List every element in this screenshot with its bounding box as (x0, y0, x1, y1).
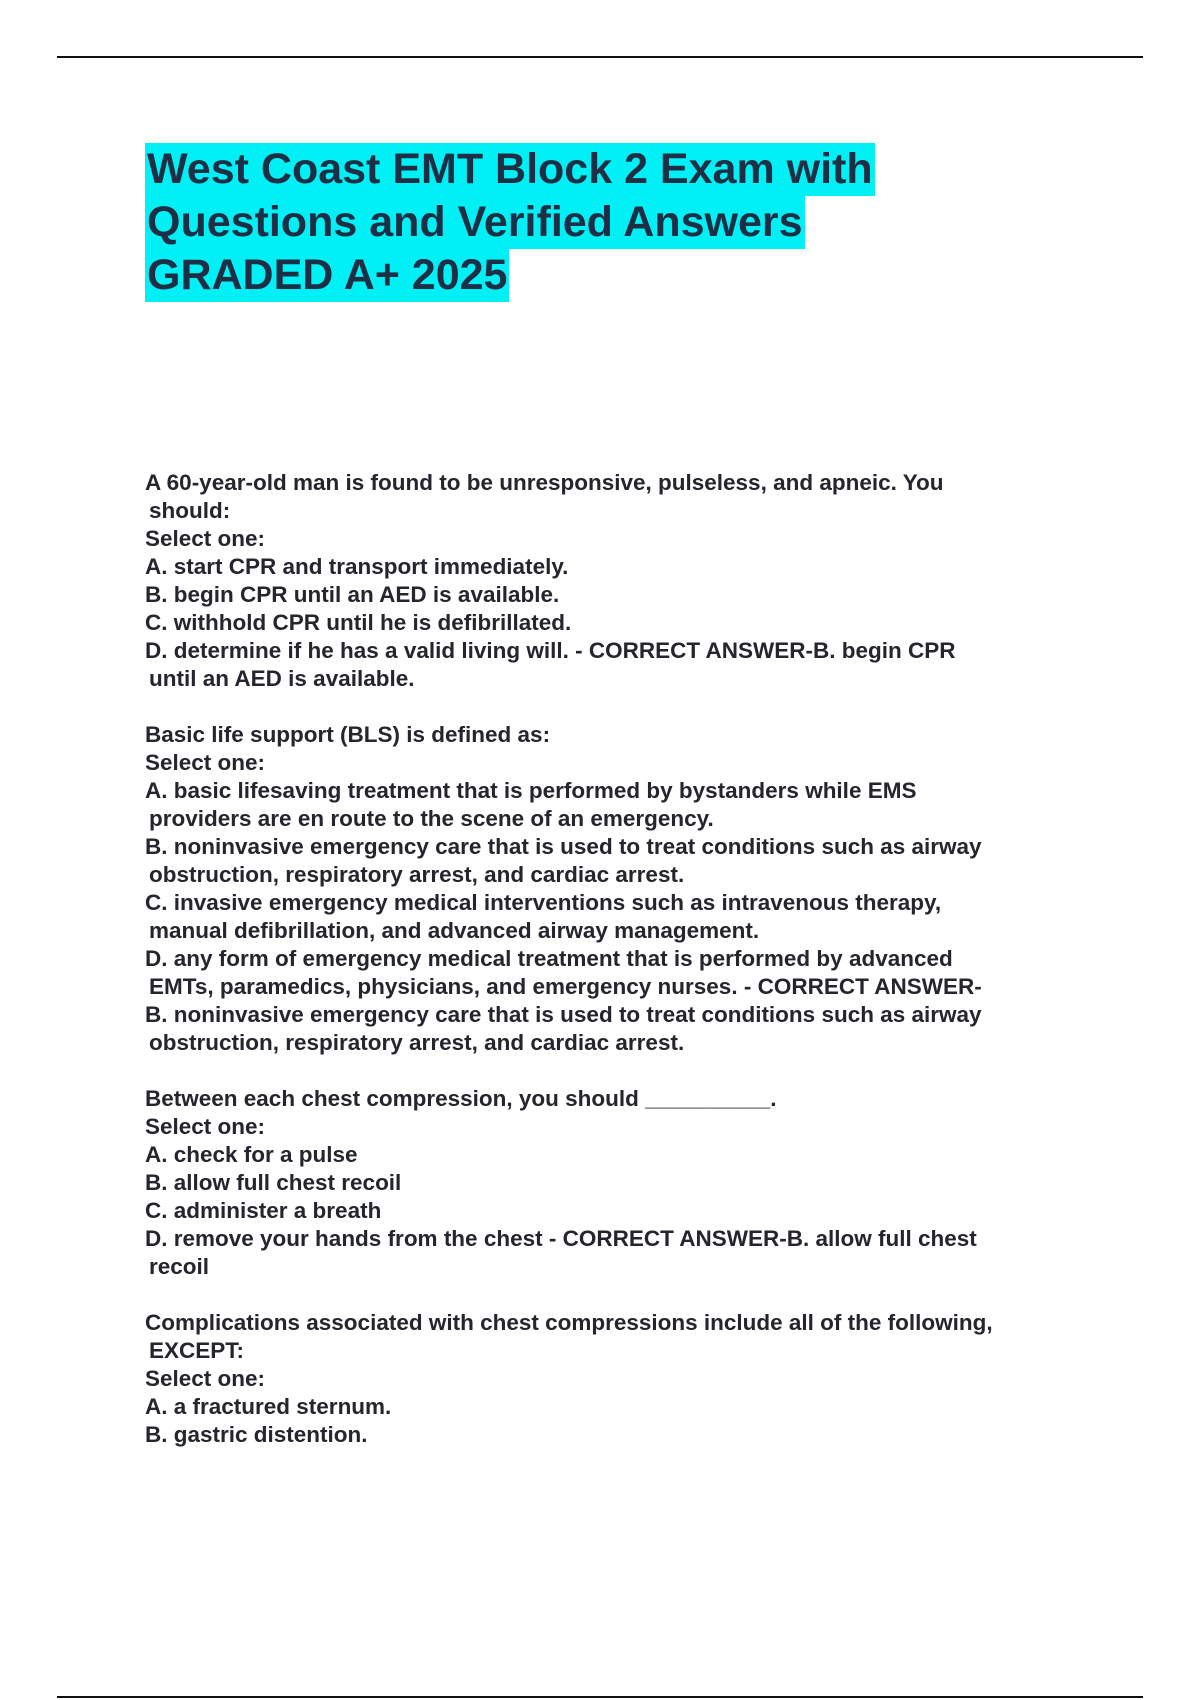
title-line: Questions and Verified Answers (145, 196, 805, 249)
option-b: B. allow full chest recoil (145, 1170, 402, 1195)
option-d-with-answer: EMTs, paramedics, physicians, and emergency nurses. - CORRECT ANSWER- (149, 974, 982, 999)
question-text: EXCEPT: (149, 1338, 245, 1363)
bottom-rule (57, 1696, 1143, 1698)
correct-answer-continued: recoil (149, 1254, 210, 1279)
option-d: D. any form of emergency medical treatment that is performed by advanced (145, 946, 953, 971)
option-d-with-answer: D. remove your hands from the chest - CORRECT ANSWER-B. allow full chest (145, 1226, 977, 1251)
option-a: A. start CPR and transport immediately. (145, 554, 569, 579)
select-one-label: Select one: (145, 1366, 266, 1391)
select-one-label: Select one: (145, 750, 266, 775)
option-b-continued: obstruction, respiratory arrest, and cardiac arrest. (149, 862, 685, 887)
title-line: GRADED A+ 2025 (145, 249, 509, 302)
option-b: B. noninvasive emergency care that is used to treat conditions such as airway (145, 834, 982, 859)
question-block (145, 1085, 1085, 1281)
select-one-label: Select one: (145, 526, 266, 551)
option-b: B. gastric distention. (145, 1422, 368, 1447)
option-a: A. basic lifesaving treatment that is performed by bystanders while EMS (145, 778, 917, 803)
select-one-label: Select one: (145, 1114, 266, 1139)
question-text: Between each chest compression, you should __________. (145, 1086, 777, 1111)
question-block (145, 469, 1085, 693)
question-block (145, 721, 1085, 1057)
option-c: C. invasive emergency medical interventions such as intravenous therapy, (145, 890, 942, 915)
option-c-continued: manual defibrillation, and advanced airway management. (149, 918, 760, 943)
option-a: A. check for a pulse (145, 1142, 358, 1167)
option-a: A. a fractured sternum. (145, 1394, 392, 1419)
top-rule (57, 56, 1143, 58)
question-text: Basic life support (BLS) is defined as: (145, 722, 551, 747)
option-d-with-answer: D. determine if he has a valid living will. - CORRECT ANSWER-B. begin CPR (145, 638, 956, 663)
option-b: B. begin CPR until an AED is available. (145, 582, 560, 607)
option-a-continued: providers are en route to the scene of an emergency. (149, 806, 714, 831)
title-line: West Coast EMT Block 2 Exam with (145, 143, 875, 196)
option-c: C. withhold CPR until he is defibrillated. (145, 610, 572, 635)
correct-answer-continued: obstruction, respiratory arrest, and cardiac arrest. (149, 1030, 685, 1055)
question-text: A 60-year-old man is found to be unresponsive, pulseless, and apneic. You (145, 470, 944, 495)
correct-answer: B. noninvasive emergency care that is used to treat conditions such as airway (145, 1002, 982, 1027)
correct-answer-continued: until an AED is available. (149, 666, 415, 691)
questions-list (145, 469, 1085, 1477)
question-text: should: (149, 498, 231, 523)
option-c: C. administer a breath (145, 1198, 382, 1223)
question-text: Complications associated with chest compressions include all of the following, (145, 1310, 993, 1335)
question-block (145, 1309, 1085, 1449)
document-title (145, 143, 1045, 302)
